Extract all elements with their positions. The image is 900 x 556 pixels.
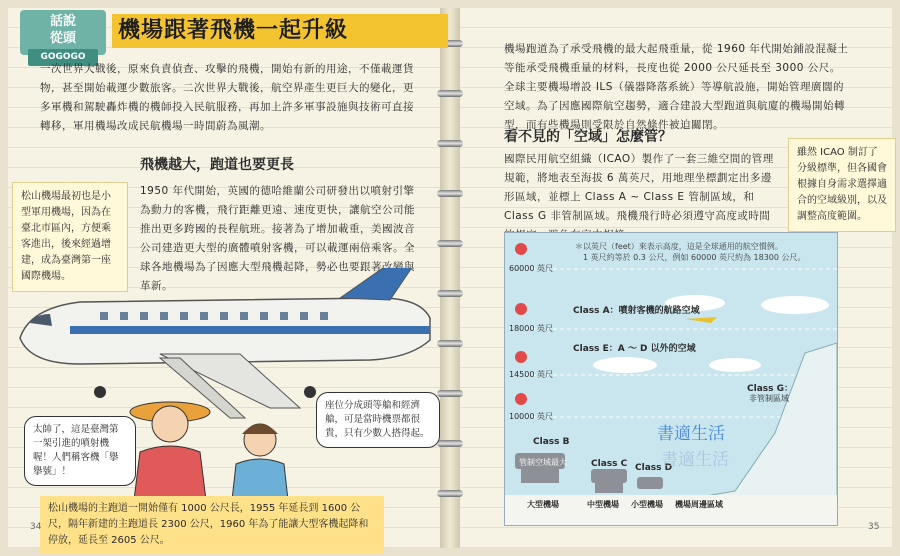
bottom-note: 松山機場的主跑道一開始僅有 1000 公尺長，1955 年延長到 1600 公尺，隔年新建的主跑道長 2300 公尺，1960 年為了能讓大型客機起降和停放，延長至 2605 公尺。	[40, 496, 384, 554]
airspace-diagram	[504, 232, 838, 526]
right-body-paragraph: 國際民用航空組織（ICAO）製作了一套三維空間的管理規範，將地表至海拔 6 萬英尺，用地理坐標劃定出多邊形區域，並標上 Class A ~ Class E 管制區域，和 Class G 非管制區域。飛機飛行時必須遵守高度或時間	[504, 153, 774, 222]
book-spine	[440, 8, 460, 548]
watermark: 書適生活	[657, 424, 725, 444]
tag-sub: GOGOGO	[28, 49, 98, 66]
watermark: 書適生活	[661, 450, 729, 470]
binder-ring	[437, 140, 463, 147]
class-d-label: Class D	[635, 463, 673, 473]
right-sidenote: 雖然 ICAO 制訂了分級標準，但各國會根據自身需求選擇適合的空域級別，以及調整高度範圍。	[788, 138, 896, 232]
binder-ring	[437, 290, 463, 297]
diagram-graphics	[505, 233, 837, 525]
class-g-label: Class G：	[747, 384, 793, 394]
ground-label: 小型機場	[631, 500, 663, 509]
left-body-paragraph: 1950 年代開始，英國的德哈維蘭公司研發出以噴射引擎為動力的客機，飛行距離更遠、速度更快，讓航空公司能推出更多跨國的長程航班。接著為了增加載重，美國波音公司建造更大型的廣體噴射客機，可以載運兩倍乘客。全球各地機場為了因應大型飛機起降，勢必也要跟著改變與革新。	[140, 185, 415, 292]
right-heading: 看不見的「空域」怎麼管？	[504, 129, 672, 145]
binder-ring	[437, 390, 463, 397]
class-g-sub: 非管制區域	[749, 394, 789, 403]
class-c-label: Class C	[591, 459, 628, 469]
binder-ring	[437, 190, 463, 197]
speech-bubble-left: 太帥了，這是臺灣第一架引進的噴射機喔！人們稱客機「擧擧號」！	[24, 416, 136, 486]
altitude-label: 10000 英尺	[509, 412, 553, 421]
class-b-label: Class B	[533, 437, 570, 447]
binder-ring	[437, 90, 463, 97]
altitude-label: 18000 英尺	[509, 324, 553, 333]
binder-ring	[437, 490, 463, 497]
diagram-note-1: ＊以英尺（feet）來表示高度，這是全球通用的航空慣例。	[575, 242, 783, 251]
characters-illustration	[110, 392, 310, 500]
ground-label: 機場周邊區域	[675, 500, 723, 509]
tag-line2: 從頭	[49, 31, 76, 46]
left-sidenote: 松山機場最初也是小型軍用機場，因為在臺北市區內，方便乘客進出，後來經過增建，成為臺灣第一座國際機場。	[12, 182, 128, 292]
left-heading: 飛機越大，跑道也要更長	[140, 157, 294, 173]
class-a-label: Class A：噴射客機的航路空域	[573, 306, 700, 316]
altitude-label: 60000 英尺	[509, 264, 553, 273]
speech-bubble-right: 座位分成頭等艙和經濟艙，可是當時機票都很貴，只有少數人搭得起。	[316, 392, 440, 448]
page-number-left: 34	[30, 522, 42, 532]
tower-label: 管制空域最大	[519, 458, 567, 467]
ground-label: 中型機場	[587, 500, 619, 509]
altitude-label: 14500 英尺	[509, 370, 553, 379]
left-intro-paragraph: 一次世界大戰後，原來負責偵查、攻擊的飛機，開始有新的用途，不僅載運貨物，甚至開始載運少數旅客。二次世界大戰後，航空界產生更巨大的變化，更多軍機和駕駛轟炸機的機師投入民航服務，再加上許多軍事設施與技術可直接轉移，軍用機場改成民航機場一時間蔚為風潮。	[40, 63, 414, 132]
binder-ring	[437, 240, 463, 247]
binder-ring	[437, 340, 463, 347]
page-number-right: 35	[868, 522, 880, 532]
diagram-note-2: 1 英尺約等於 0.3 公尺，例如 60000 英尺約為 18300 公尺。	[583, 253, 806, 262]
tag-line1: 話說	[49, 14, 76, 29]
binder-ring	[437, 440, 463, 447]
class-e-label: Class E：A ～ D 以外的空域	[573, 344, 696, 354]
page-title: 機場跟著飛機一起升級	[112, 14, 448, 48]
section-tag	[20, 10, 106, 62]
ground-label: 大型機場	[527, 500, 559, 509]
right-intro-paragraph: 機場跑道為了承受飛機的最大起飛重量，從 1960 年代開始鋪設混凝土等能承受飛機重量的材料，長度也從 2000 公尺延長至 3000 公尺。全球主要機場增設 ILS（儀器降落系統）等導航設施，開始管理廣闊的空域。為了因應國際航空趨勢，適合建設大型跑道與航廈的機場開始轉型，而有些機場則受限於自然條件被迫關閉。	[504, 43, 849, 131]
